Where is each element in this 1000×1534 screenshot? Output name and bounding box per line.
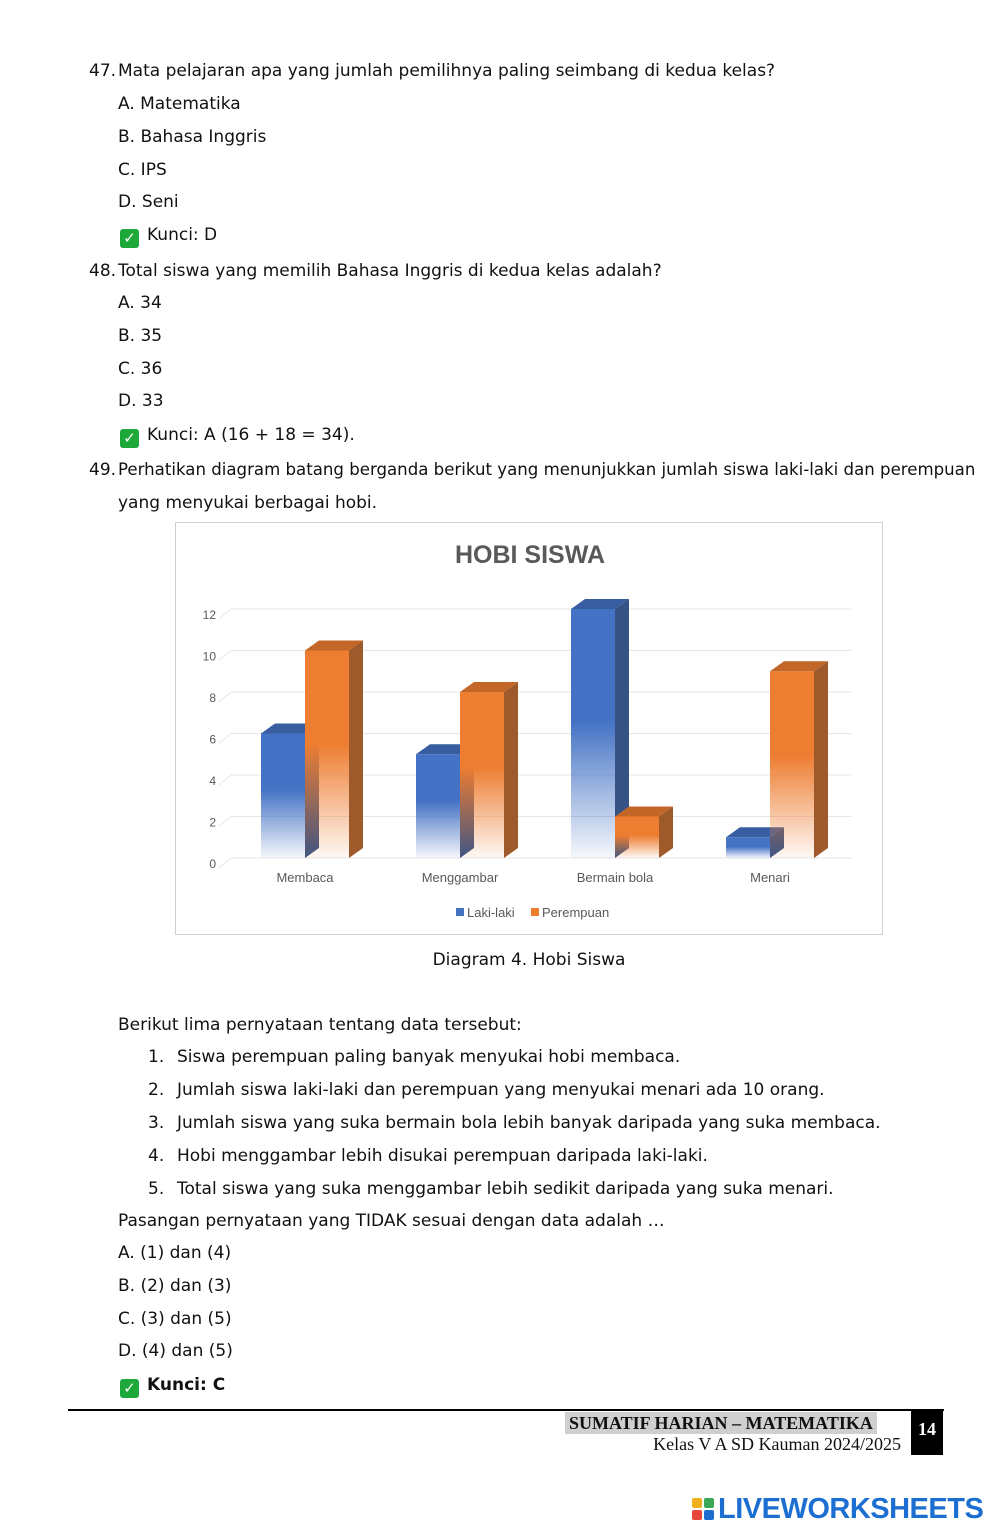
y-tick-label: 12 xyxy=(202,608,216,622)
bar-perempuan-side xyxy=(504,682,518,858)
option-b: B. Bahasa Inggris xyxy=(118,127,267,147)
question-text: Mata pelajaran apa yang jumlah pemilihnya paling seimbang di kedua kelas? xyxy=(118,61,776,81)
legend-swatch xyxy=(456,908,464,916)
answer-key xyxy=(120,1375,225,1398)
statement-number: 5. xyxy=(148,1179,165,1199)
option-d: D. 33 xyxy=(118,391,164,411)
bar-perempuan-front xyxy=(615,817,659,859)
check-icon: ✓ xyxy=(120,429,139,448)
x-tick-label: Menari xyxy=(750,870,790,885)
question-number: 49. xyxy=(89,460,117,480)
gridline-depth xyxy=(219,775,231,785)
liveworksheets-icon xyxy=(692,1498,714,1520)
hobby-chart xyxy=(176,523,884,936)
gridline-depth xyxy=(219,609,231,619)
bar-laki-laki-front xyxy=(416,754,460,858)
chart-caption: Diagram 4. Hobi Siswa xyxy=(432,950,626,970)
check-icon: ✓ xyxy=(120,1379,139,1398)
bar-laki-laki-front xyxy=(571,609,615,858)
chart-container xyxy=(175,522,883,935)
statement-text: Siswa perempuan paling banyak menyukai hobi membaca. xyxy=(177,1047,681,1067)
y-tick-label: 6 xyxy=(209,732,216,747)
y-tick-label: 0 xyxy=(209,857,216,871)
page-number: 14 xyxy=(911,1410,943,1455)
answer-key xyxy=(120,225,217,248)
bar-laki-laki-front xyxy=(726,837,770,858)
answer-key-text: Kunci: A (16 + 18 = 34). xyxy=(147,425,355,445)
option-d: D. (4) dan (5) xyxy=(118,1341,233,1361)
gridline-depth xyxy=(219,817,231,827)
option-a: A. 34 xyxy=(118,293,162,313)
statement-number: 1. xyxy=(148,1047,165,1067)
statement-number: 3. xyxy=(148,1113,165,1133)
gridline-depth xyxy=(219,651,231,661)
statement-number: 2. xyxy=(148,1080,165,1100)
question-number: 47. xyxy=(89,61,117,81)
option-c: C. (3) dan (5) xyxy=(118,1309,232,1329)
gridline-depth xyxy=(219,692,231,702)
answer-key-text: Kunci: D xyxy=(147,225,218,245)
option-c: C. 36 xyxy=(118,359,163,379)
y-tick-label: 2 xyxy=(209,815,216,830)
x-tick-label: Bermain bola xyxy=(576,870,654,885)
legend-label: Perempuan xyxy=(542,905,610,920)
option-d: D. Seni xyxy=(118,192,179,212)
legend-label: Laki-laki xyxy=(467,905,515,920)
x-tick-label: Membaca xyxy=(276,870,334,885)
legend-swatch xyxy=(531,908,539,916)
bar-perempuan-front xyxy=(770,671,814,858)
question-prompt: Pasangan pernyataan yang TIDAK sesuai dengan data adalah … xyxy=(118,1211,665,1231)
question-number: 48. xyxy=(89,261,117,281)
question-text: Total siswa yang memilih Bahasa Inggris di kedua kelas adalah? xyxy=(118,261,662,281)
x-tick-label: Menggambar xyxy=(421,870,499,885)
gridline-depth xyxy=(219,858,231,868)
gridline-depth xyxy=(219,734,231,744)
option-a: A. Matematika xyxy=(118,94,241,114)
footer-divider xyxy=(68,1409,944,1411)
statement-text: Total siswa yang suka menggambar lebih sedikit daripada yang suka menari. xyxy=(177,1179,834,1199)
option-c: C. IPS xyxy=(118,160,167,180)
statement-text: Hobi menggambar lebih disukai perempuan daripada laki-laki. xyxy=(177,1146,708,1166)
y-tick-label: 8 xyxy=(209,691,216,705)
option-b: B. (2) dan (3) xyxy=(118,1276,232,1296)
brand-name: LIVEWORKSHEETS xyxy=(718,1493,984,1525)
y-tick-label: 10 xyxy=(202,649,216,664)
option-a: A. (1) dan (4) xyxy=(118,1243,232,1263)
liveworksheets-logo xyxy=(692,1493,983,1526)
statements-intro: Berikut lima pernyataan tentang data tersebut: xyxy=(118,1015,522,1035)
bar-perempuan-front xyxy=(305,651,349,859)
statement-text: Jumlah siswa yang suka bermain bola lebih banyak daripada yang suka membaca. xyxy=(177,1113,881,1133)
answer-key xyxy=(120,425,355,448)
question-text: Perhatikan diagram batang berganda berikut yang menunjukkan jumlah siswa laki-laki dan perempuan xyxy=(118,460,976,479)
check-icon: ✓ xyxy=(120,229,139,248)
option-b: B. 35 xyxy=(118,326,163,346)
footer-subtitle: Kelas V A SD Kauman 2024/2025 xyxy=(653,1434,901,1454)
chart-title: HOBI SISWA xyxy=(454,541,606,569)
bar-laki-laki-front xyxy=(261,734,305,859)
statement-number: 4. xyxy=(148,1146,165,1166)
bar-perempuan-side xyxy=(349,641,363,859)
footer-title: SUMATIF HARIAN – MATEMATIKA xyxy=(565,1412,877,1434)
answer-key-text: Kunci: C xyxy=(147,1375,226,1395)
statement-text: Jumlah siswa laki-laki dan perempuan yang menyukai menari ada 10 orang. xyxy=(177,1080,825,1100)
bar-perempuan-front xyxy=(460,692,504,858)
bar-perempuan-side xyxy=(814,661,828,858)
y-tick-label: 4 xyxy=(209,774,216,788)
question-text-cont: yang menyukai berbagai hobi. xyxy=(118,493,378,513)
